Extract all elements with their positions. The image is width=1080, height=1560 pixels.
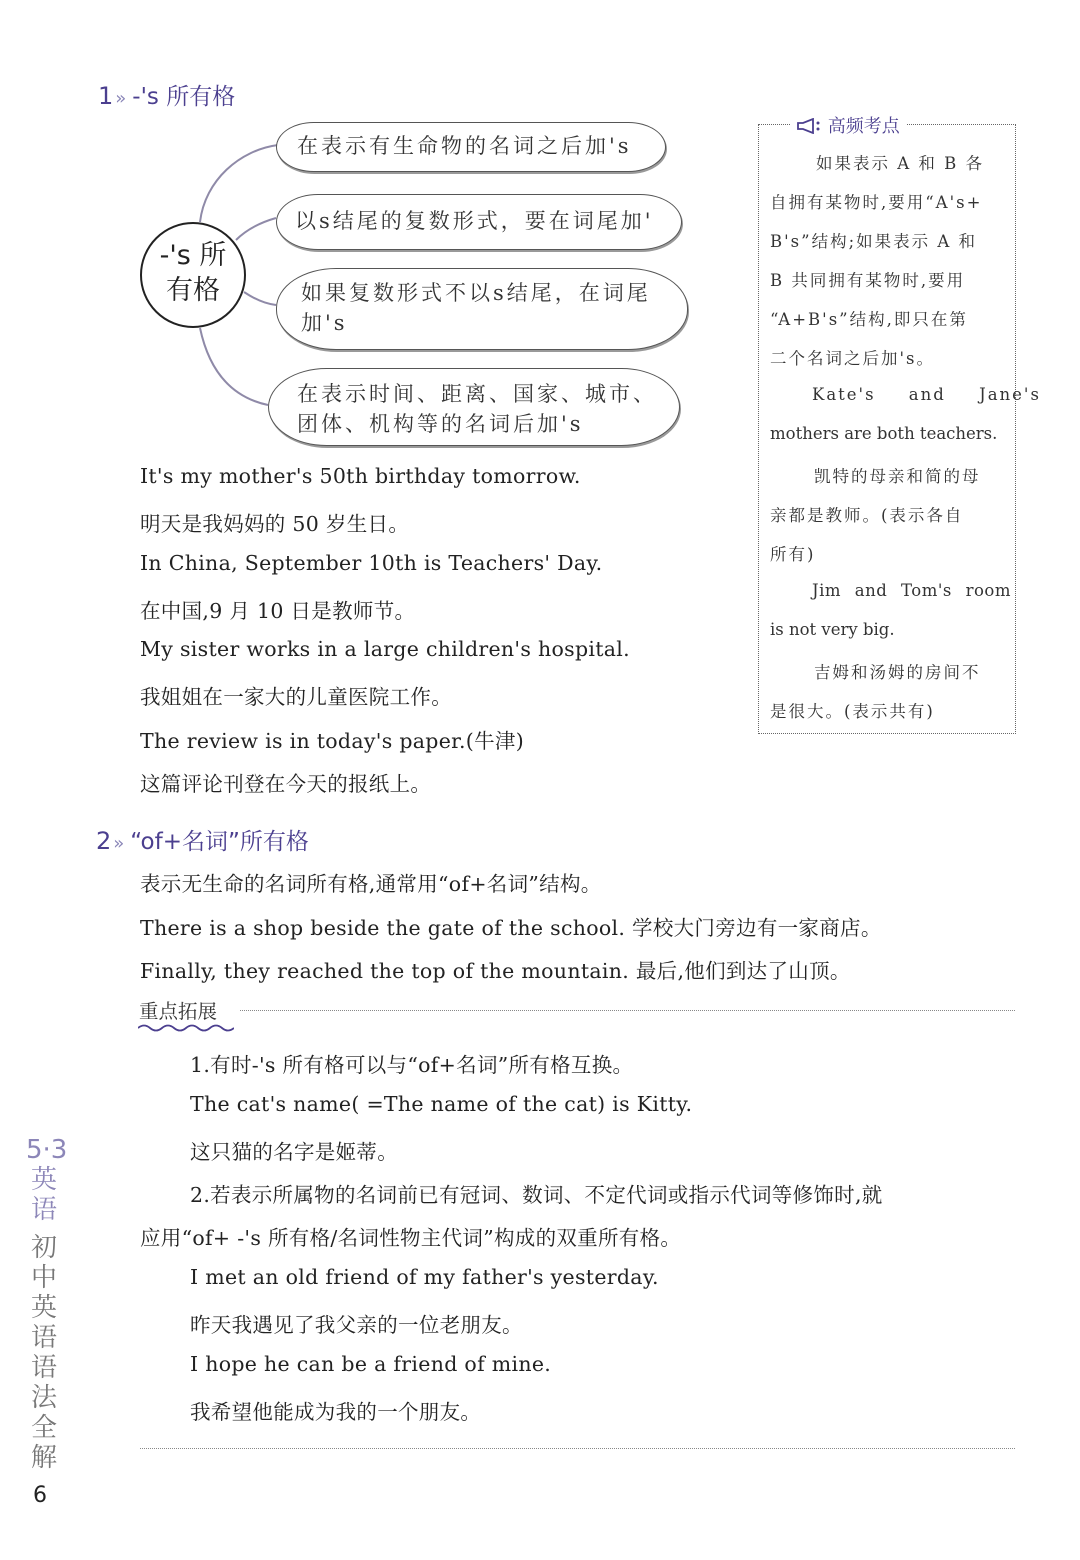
extension-divider bbox=[240, 1010, 1015, 1011]
extension-line: I met an old friend of my father's yesterday. bbox=[190, 1265, 659, 1289]
extension-line: 这只猫的名字是姬蒂。 bbox=[190, 1140, 398, 1164]
bottom-divider bbox=[140, 1448, 1015, 1449]
rule-bubble-2 bbox=[276, 194, 682, 250]
bubble-text: 加's bbox=[301, 311, 348, 335]
sidebar-line: 凯特的母亲和简的母 bbox=[814, 467, 981, 486]
sidebar-line: Kate's and Jane's bbox=[812, 385, 1041, 404]
sidebar-line: 是很大。(表示共有) bbox=[770, 702, 935, 721]
extension-line: 应用“of+ -'s 所有格/名词性物主代词”构成的双重所有格。 bbox=[140, 1226, 682, 1250]
section-title: “of+名词”所有格 bbox=[130, 829, 309, 855]
chevron-icon: » bbox=[115, 88, 127, 109]
extension-line: 昨天我遇见了我父亲的一位老朋友。 bbox=[190, 1313, 523, 1337]
extension-line: 1.有时-'s 所有格可以与“of+名词”所有格互换。 bbox=[190, 1053, 634, 1077]
extension-label: 重点拓展 bbox=[139, 1000, 218, 1023]
bubble-text: 如果复数形式不以s结尾，在词尾 bbox=[301, 281, 651, 305]
example-zh: 这篇评论刊登在今天的报纸上。 bbox=[140, 772, 432, 796]
example-en: It's my mother's 50th birthday tomorrow. bbox=[140, 464, 581, 488]
bubble-text: 团体、机构等的名词后加's bbox=[297, 412, 584, 436]
body-line: Finally, they reached the top of the mountain. 最后,他们到达了山顶。 bbox=[140, 959, 851, 983]
key-points-title-text: 高频考点 bbox=[827, 116, 900, 137]
sidebar-line: 如果表示 A 和 B 各 bbox=[816, 154, 985, 173]
section-title: -'s 所有格 bbox=[132, 84, 236, 110]
example-zh: 明天是我妈妈的 50 岁生日。 bbox=[140, 512, 410, 536]
sidebar-line: 吉姆和汤姆的房间不 bbox=[814, 663, 981, 682]
sidebar-line: mothers are both teachers. bbox=[770, 424, 998, 443]
sidebar-line: B's”结构;如果表示 A 和 bbox=[770, 232, 978, 251]
page-number: 6 bbox=[33, 1483, 47, 1508]
bubble-text: 以s结尾的复数形式，要在词尾加' bbox=[295, 209, 654, 233]
example-en: The review is in today's paper.(牛津) bbox=[140, 729, 524, 753]
key-points-title bbox=[790, 112, 906, 138]
extension-line: I hope he can be a friend of mine. bbox=[190, 1352, 552, 1376]
wavy-underline bbox=[138, 1023, 234, 1033]
hub-line-2: 有格 bbox=[166, 275, 220, 306]
extension-line: 2.若表示所属物的名词前已有冠词、数词、不定代词或指示代词等修饰时,就 bbox=[190, 1183, 883, 1207]
example-zh: 在中国,9 月 10 日是教师节。 bbox=[140, 599, 416, 623]
bubble-text: 在表示时间、距离、国家、城市、 bbox=[297, 382, 657, 406]
hub-line-1: -'s 所 bbox=[159, 240, 227, 271]
sidebar-line: “A+B's”结构,即只在第 bbox=[770, 310, 968, 329]
sidebar-line: 亲都是教师。(表示各自 bbox=[770, 506, 964, 525]
sidebar-line: is not very big. bbox=[770, 620, 895, 639]
chevron-icon: » bbox=[113, 833, 125, 854]
example-en: My sister works in a large children's hospital. bbox=[140, 637, 630, 661]
rule-bubble-3 bbox=[276, 268, 688, 350]
book-spine-label bbox=[26, 1135, 68, 1473]
extension-line: The cat's name( =The name of the cat) is Kitty. bbox=[190, 1092, 693, 1116]
sidebar-line: 二个名词之后加's。 bbox=[770, 349, 936, 368]
sidebar-line: Jim and Tom's room bbox=[812, 581, 1012, 600]
sidebar-line: 自拥有某物时,要用“A's+ bbox=[770, 193, 983, 212]
example-zh: 我姐姐在一家大的儿童医院工作。 bbox=[140, 685, 452, 709]
mind-map-hub bbox=[140, 222, 246, 328]
rule-bubble-1 bbox=[276, 122, 666, 172]
sidebar-line: B 共同拥有某物时,要用 bbox=[770, 271, 966, 290]
example-en: In China, September 10th is Teachers' Day. bbox=[140, 551, 603, 575]
bubble-text: 在表示有生命物的名词之后加's bbox=[297, 134, 632, 158]
body-line: There is a shop beside the gate of the school. 学校大门旁边有一家商店。 bbox=[140, 916, 882, 940]
section-2-heading bbox=[96, 823, 309, 856]
section-number: 2 bbox=[96, 827, 112, 855]
body-line: 表示无生命的名词所有格,通常用“of+名词”结构。 bbox=[140, 872, 602, 896]
extension-line: 我希望他能成为我的一个朋友。 bbox=[190, 1400, 482, 1424]
rule-bubble-4 bbox=[268, 368, 680, 446]
megaphone-icon bbox=[796, 118, 822, 134]
section-number: 1 bbox=[98, 82, 114, 110]
sidebar-line: 所有) bbox=[770, 545, 816, 564]
spine-brand: 5·3英语 bbox=[26, 1135, 68, 1225]
spine-title: 初中英语语法全解 bbox=[30, 1233, 57, 1473]
